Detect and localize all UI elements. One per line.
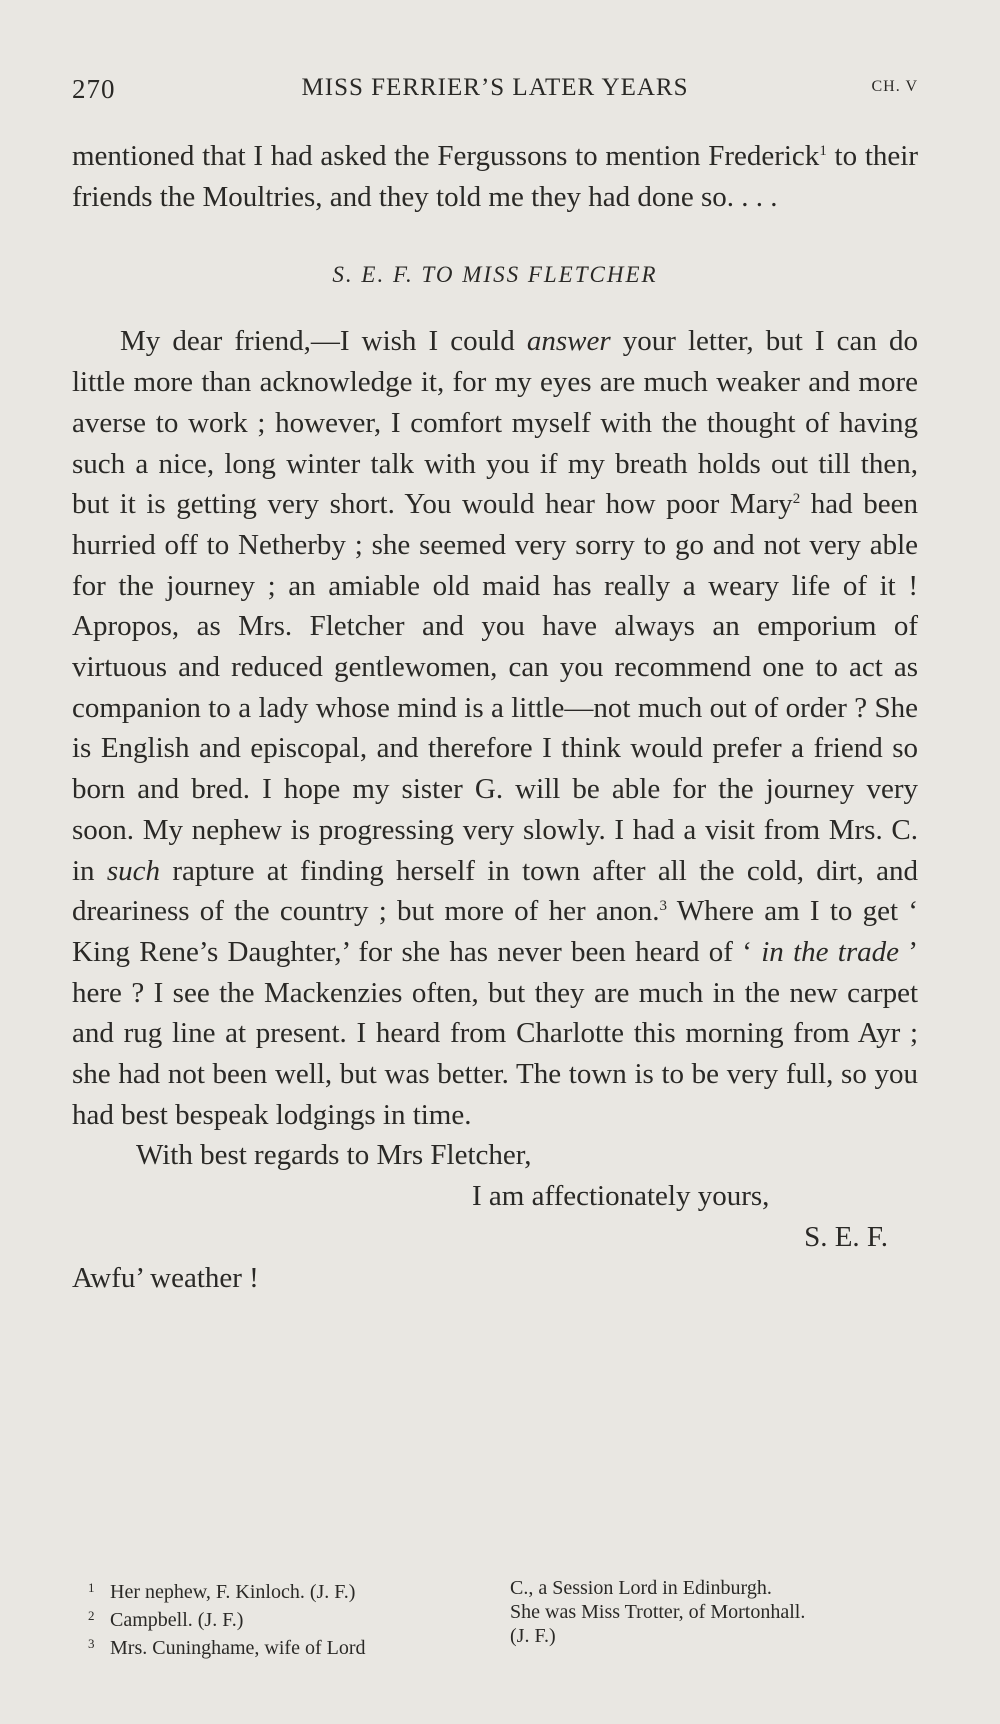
footnote-3-continued-3: (J. F.) [510,1625,556,1647]
letter-text-1: My dear friend,—I wish I could [120,325,527,358]
footnote-2 [88,1604,508,1632]
section-heading: S. E. F. TO MISS FLETCHER [332,262,658,288]
footnote-3-number: 3 [88,1636,95,1651]
footnote-ref-3: 3 [659,898,667,915]
letter-text-5: Where am I to get ‘ King Rene’s Daughter,’ for she has never been heard of ‘ [72,895,918,968]
letter-italic-trade: in the trade [761,935,900,968]
opening-paragraph [72,136,918,217]
signature: S. E. F. [804,1220,888,1253]
letter-text-2: your letter, but I can do little more than acknowledge it, for my eyes are much weaker and more averse to work ; however, I comfort myself with the thought of having such a nice, long winter talk with you if my breath holds out till then, but it is getting very short. You would hear how poor Mary [72,325,918,521]
running-title: MISS FERRIER’S LATER YEARS [301,74,689,101]
footnote-1-number: 1 [88,1580,95,1595]
closing-regards: With best regards to Mrs Fletcher, [136,1139,532,1172]
letter-text-4: rapture at finding herself in town after all the cold, dirt, and dreariness of the country ; but more of her anon. [72,854,918,928]
footnote-3-continued-1: C., a Session Lord in Edinburgh. [510,1577,772,1599]
letter-paragraph [72,321,918,1135]
footnote-ref-1: 1 [819,143,827,159]
footnotes-left-column [88,1576,508,1660]
footnote-1 [88,1576,508,1604]
chapter-label: CH. V [871,78,918,95]
footnotes-right-column [510,1576,918,1648]
footnote-1-text: Her nephew, F. Kinloch. (J. F.) [110,1581,356,1603]
letter-text-3: had been hurried off to Netherby ; she seemed very sorry to go and not very able for the journey ; an amiable old maid has really a weary life of it ! Apropos, as Mrs. Fletcher and you have always an emporium of virtuous and reduced gentlewomen, can you recommend one to act as companion to a lady whose mind is a little—not much out of order ? She is English and episcopal, and therefore I think would prefer a friend so born and bred. I hope my sister G. will be able for the journey very soon. My nephew is progressing very slowly. I had a visit from Mrs. C. in [72,488,918,887]
page-body [72,136,918,1298]
footnote-3 [88,1632,508,1660]
opening-text-b: to their friends the Moultries, and they told me they had done so. . . . [72,140,919,213]
footnote-ref-2: 2 [792,491,801,508]
footnote-2-number: 2 [88,1608,95,1623]
footnote-3-text: Mrs. Cuninghame, wife of Lord [110,1637,366,1659]
letter-text-6: ’ here ? I see the Mackenzies often, but they are much in the new carpet and rug line at present. I heard from Charlotte this morning from Ayr ; she had not been well, but was better. The town is to be very full, so you had best bespeak lodgings in time. [72,935,918,1131]
letter-italic-answer: answer [526,325,611,358]
opening-text-a: mentioned that I had asked the Fergussons to mention Frederick [72,140,820,172]
postscript: Awfu’ weather ! [72,1261,259,1294]
running-head [72,74,918,114]
footnote-3-continued-2: She was Miss Trotter, of Mortonhall. [510,1601,806,1623]
footnote-2-text: Campbell. (J. F.) [110,1609,244,1631]
letter-italic-such: such [106,854,161,887]
page-number: 270 [72,74,116,104]
closing-valediction: I am affectionately yours, [472,1180,770,1213]
